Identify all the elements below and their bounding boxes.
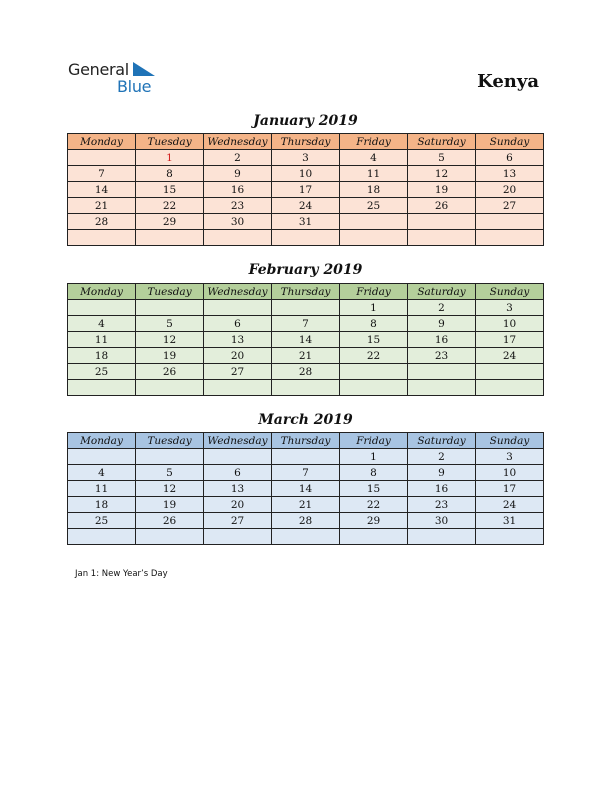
country-title: Kenya — [477, 71, 539, 92]
day-cell: 7 — [68, 166, 136, 182]
day-cell: 27 — [204, 364, 272, 380]
day-cell: 11 — [340, 166, 408, 182]
day-cell: 27 — [204, 513, 272, 529]
month-title-february: February 2019 — [248, 262, 363, 278]
day-cell: 11 — [68, 332, 136, 348]
holiday-note: Jan 1: New Year’s Day — [75, 569, 168, 579]
day-cell: 6 — [204, 316, 272, 332]
day-cell: 14 — [272, 481, 340, 497]
day-cell — [340, 230, 408, 246]
week-row — [68, 481, 544, 497]
day-cell: 23 — [408, 348, 476, 364]
day-cell — [340, 529, 408, 545]
day-cell: 5 — [408, 150, 476, 166]
week-row — [68, 182, 544, 198]
week-row — [68, 348, 544, 364]
day-cell — [68, 449, 136, 465]
week-row — [68, 166, 544, 182]
day-cell — [476, 364, 544, 380]
weekday-header: Monday — [68, 433, 136, 449]
day-cell: 20 — [204, 497, 272, 513]
day-cell: 25 — [340, 198, 408, 214]
day-cell: 11 — [68, 481, 136, 497]
day-cell — [136, 300, 204, 316]
day-cell: 12 — [136, 332, 204, 348]
day-cell: 13 — [476, 166, 544, 182]
day-cell: 3 — [476, 300, 544, 316]
day-cell: 2 — [204, 150, 272, 166]
day-cell — [408, 380, 476, 396]
day-cell: 26 — [408, 198, 476, 214]
day-cell: 17 — [476, 481, 544, 497]
day-cell — [476, 230, 544, 246]
day-cell: 22 — [340, 497, 408, 513]
day-cell: 14 — [68, 182, 136, 198]
weekday-header: Sunday — [476, 134, 544, 150]
day-cell: 21 — [272, 497, 340, 513]
day-cell: 23 — [408, 497, 476, 513]
day-cell: 22 — [136, 198, 204, 214]
day-cell: 12 — [408, 166, 476, 182]
weekday-header: Sunday — [476, 284, 544, 300]
weekday-header-row — [68, 134, 544, 150]
generalblue-logo — [68, 60, 163, 96]
day-cell: 7 — [272, 316, 340, 332]
day-cell: 7 — [272, 465, 340, 481]
weekday-header: Saturday — [408, 134, 476, 150]
day-cell — [68, 230, 136, 246]
weekday-header: Friday — [340, 284, 408, 300]
weekday-header: Saturday — [408, 433, 476, 449]
day-cell: 25 — [68, 513, 136, 529]
calendar-january — [67, 133, 544, 246]
day-cell: 19 — [408, 182, 476, 198]
day-cell — [408, 364, 476, 380]
week-row — [68, 513, 544, 529]
day-cell — [272, 529, 340, 545]
weekday-header: Thursday — [272, 433, 340, 449]
day-cell — [408, 230, 476, 246]
calendar-body — [68, 449, 544, 545]
day-cell: 9 — [204, 166, 272, 182]
week-row — [68, 332, 544, 348]
week-row — [68, 230, 544, 246]
day-cell: 14 — [272, 332, 340, 348]
weekday-header-row — [68, 284, 544, 300]
day-cell: 2 — [408, 300, 476, 316]
day-cell: 9 — [408, 316, 476, 332]
day-cell — [136, 529, 204, 545]
day-cell: 2 — [408, 449, 476, 465]
weekday-header: Friday — [340, 433, 408, 449]
calendar-february — [67, 283, 544, 396]
day-cell: 30 — [204, 214, 272, 230]
day-cell — [136, 380, 204, 396]
weekday-header: Wednesday — [204, 433, 272, 449]
day-cell: 17 — [272, 182, 340, 198]
day-cell — [136, 230, 204, 246]
day-cell: 21 — [68, 198, 136, 214]
logo-triangle-icon — [133, 62, 155, 76]
day-cell — [476, 529, 544, 545]
day-cell — [68, 380, 136, 396]
day-cell: 31 — [272, 214, 340, 230]
day-cell — [340, 214, 408, 230]
day-cell: 6 — [204, 465, 272, 481]
weekday-header: Monday — [68, 134, 136, 150]
week-row — [68, 214, 544, 230]
day-cell — [68, 529, 136, 545]
day-cell — [340, 364, 408, 380]
day-cell: 23 — [204, 198, 272, 214]
day-cell: 26 — [136, 513, 204, 529]
day-cell — [476, 380, 544, 396]
day-cell: 31 — [476, 513, 544, 529]
day-cell: 8 — [136, 166, 204, 182]
holiday-notes — [75, 569, 168, 579]
day-cell: 17 — [476, 332, 544, 348]
weekday-header: Thursday — [272, 134, 340, 150]
day-cell: 10 — [476, 465, 544, 481]
day-cell: 22 — [340, 348, 408, 364]
day-cell — [272, 380, 340, 396]
calendar-body — [68, 150, 544, 246]
day-cell — [204, 529, 272, 545]
month-title-january: January 2019 — [253, 113, 358, 129]
day-cell: 29 — [340, 513, 408, 529]
day-cell: 4 — [340, 150, 408, 166]
week-row — [68, 529, 544, 545]
day-cell: 27 — [476, 198, 544, 214]
day-cell: 15 — [340, 481, 408, 497]
day-cell: 18 — [340, 182, 408, 198]
week-row — [68, 316, 544, 332]
day-cell: 1 — [136, 150, 204, 166]
logo-text-blue: Blue — [117, 77, 152, 96]
weekday-header: Thursday — [272, 284, 340, 300]
day-cell — [204, 300, 272, 316]
day-cell: 15 — [340, 332, 408, 348]
day-cell — [204, 449, 272, 465]
day-cell: 18 — [68, 497, 136, 513]
day-cell: 20 — [476, 182, 544, 198]
day-cell: 8 — [340, 465, 408, 481]
weekday-header: Monday — [68, 284, 136, 300]
weekday-header: Wednesday — [204, 134, 272, 150]
day-cell — [68, 300, 136, 316]
day-cell — [408, 214, 476, 230]
day-cell: 4 — [68, 316, 136, 332]
day-cell: 29 — [136, 214, 204, 230]
day-cell — [340, 380, 408, 396]
day-cell — [408, 529, 476, 545]
week-row — [68, 150, 544, 166]
weekday-header: Tuesday — [136, 134, 204, 150]
day-cell: 24 — [272, 198, 340, 214]
day-cell — [204, 230, 272, 246]
day-cell: 3 — [272, 150, 340, 166]
day-cell: 15 — [136, 182, 204, 198]
day-cell — [272, 449, 340, 465]
day-cell — [204, 380, 272, 396]
day-cell: 19 — [136, 348, 204, 364]
week-row — [68, 198, 544, 214]
day-cell: 28 — [272, 513, 340, 529]
weekday-header: Sunday — [476, 433, 544, 449]
month-title-march: March 2019 — [258, 412, 353, 428]
weekday-header: Wednesday — [204, 284, 272, 300]
day-cell: 30 — [408, 513, 476, 529]
day-cell: 4 — [68, 465, 136, 481]
week-row — [68, 497, 544, 513]
week-row — [68, 380, 544, 396]
day-cell: 16 — [408, 332, 476, 348]
day-cell: 16 — [408, 481, 476, 497]
day-cell — [272, 300, 340, 316]
week-row — [68, 465, 544, 481]
day-cell: 5 — [136, 465, 204, 481]
day-cell: 1 — [340, 449, 408, 465]
day-cell: 26 — [136, 364, 204, 380]
weekday-header: Friday — [340, 134, 408, 150]
day-cell: 28 — [272, 364, 340, 380]
week-row — [68, 449, 544, 465]
day-cell: 18 — [68, 348, 136, 364]
day-cell: 16 — [204, 182, 272, 198]
day-cell — [68, 150, 136, 166]
day-cell: 1 — [340, 300, 408, 316]
week-row — [68, 364, 544, 380]
calendar-march — [67, 432, 544, 545]
day-cell: 24 — [476, 497, 544, 513]
day-cell: 20 — [204, 348, 272, 364]
day-cell: 21 — [272, 348, 340, 364]
day-cell — [272, 230, 340, 246]
weekday-header: Tuesday — [136, 284, 204, 300]
day-cell — [136, 449, 204, 465]
day-cell: 9 — [408, 465, 476, 481]
weekday-header-row — [68, 433, 544, 449]
day-cell: 28 — [68, 214, 136, 230]
day-cell: 5 — [136, 316, 204, 332]
day-cell: 25 — [68, 364, 136, 380]
day-cell: 24 — [476, 348, 544, 364]
day-cell: 13 — [204, 481, 272, 497]
day-cell: 10 — [476, 316, 544, 332]
weekday-header: Tuesday — [136, 433, 204, 449]
calendar-body — [68, 300, 544, 396]
day-cell: 6 — [476, 150, 544, 166]
day-cell: 8 — [340, 316, 408, 332]
day-cell: 13 — [204, 332, 272, 348]
logo-text-general: General — [68, 60, 129, 79]
week-row — [68, 300, 544, 316]
day-cell: 19 — [136, 497, 204, 513]
day-cell: 12 — [136, 481, 204, 497]
day-cell: 10 — [272, 166, 340, 182]
day-cell: 3 — [476, 449, 544, 465]
day-cell — [476, 214, 544, 230]
weekday-header: Saturday — [408, 284, 476, 300]
